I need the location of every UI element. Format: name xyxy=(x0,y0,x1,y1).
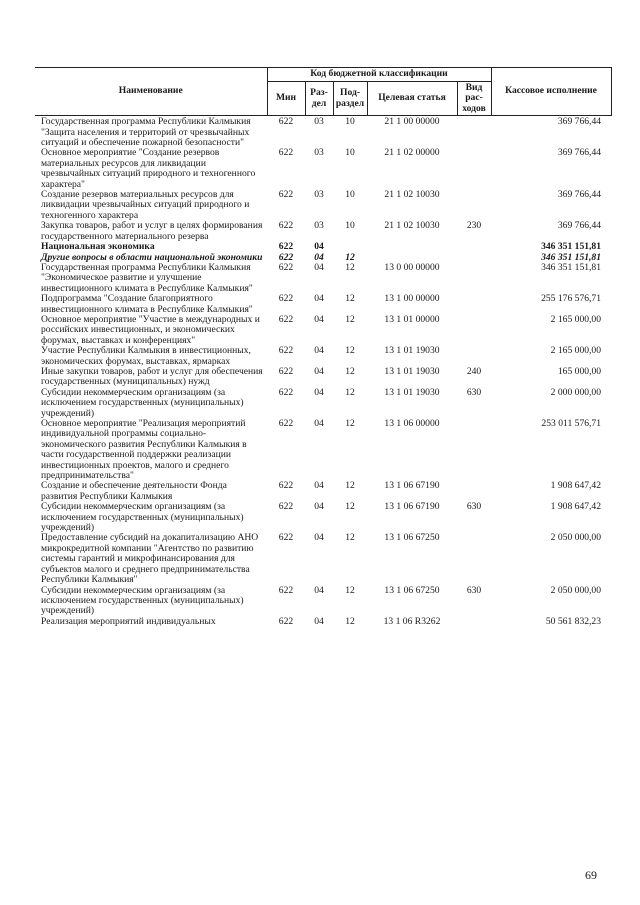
table-row xyxy=(35,148,611,190)
cell-vid xyxy=(457,116,491,149)
cell-razdel: 04 xyxy=(314,313,324,325)
cell-amount: 369 766,44 xyxy=(557,116,602,128)
cell-podrazdel: 12 xyxy=(345,584,355,596)
cell-name: Подпрограмма "Создание благоприятного инвестиционного климата в Республике Калмыкия" xyxy=(41,293,253,315)
header-min: Мин xyxy=(267,82,305,116)
cell-target: 13 0 00 00000 xyxy=(384,261,440,273)
cell-target: 13 1 06 R3262 xyxy=(383,615,441,627)
cell-amount: 253 011 576,71 xyxy=(541,418,602,429)
cell-podrazdel: 12 xyxy=(345,501,355,513)
cell-vid xyxy=(457,419,491,481)
cell-name: Основное мероприятие "Создание резервов материальных ресурсов для ликвидации чрезвычайных ситуаций природного и техногенного характера" xyxy=(41,147,256,190)
cell-vid xyxy=(457,533,491,585)
cell-min: 622 xyxy=(278,532,294,544)
cell-podrazdel: 12 xyxy=(345,615,355,627)
budget-table xyxy=(35,67,612,627)
cell-vid xyxy=(457,190,491,221)
cell-min: 622 xyxy=(278,418,294,429)
cell-min: 622 xyxy=(278,116,294,128)
table-row xyxy=(35,388,611,419)
cell-amount: 2 000 000,00 xyxy=(550,386,602,398)
cell-razdel: 04 xyxy=(314,480,324,492)
cell-name: Создание резервов материальных ресурсов для ликвидации чрезвычайных ситуаций природного и техногенного характера xyxy=(41,189,250,221)
cell-vid: 630 xyxy=(466,584,482,596)
cell-min: 622 xyxy=(278,313,294,325)
cell-podrazdel: 12 xyxy=(345,386,355,398)
cell-target: 13 1 06 67250 xyxy=(384,584,440,596)
cell-target: 21 1 02 10030 xyxy=(384,189,440,201)
cell-min: 622 xyxy=(278,147,294,159)
cell-razdel: 04 xyxy=(314,345,324,357)
cell-podrazdel: 10 xyxy=(345,220,355,232)
header-razdel: Раз-дел xyxy=(305,82,333,116)
header-name: Наименование xyxy=(35,68,267,116)
cell-min: 622 xyxy=(278,189,294,201)
cell-vid xyxy=(457,346,491,367)
cell-razdel: 04 xyxy=(314,386,324,398)
cell-name: Участие Республики Калмыкия в инвестиционных, экономических форумах, выставках, ярмарках xyxy=(41,345,251,367)
table-row xyxy=(35,617,611,627)
cell-target: 13 1 01 19030 xyxy=(384,345,440,357)
cell-name: Основное мероприятие "Участие в международных и российских инвестиционных, и экономических форумах, выставках и конференциях" xyxy=(41,313,260,346)
cell-target: 13 1 01 19030 xyxy=(384,386,440,398)
cell-target: 21 1 00 00000 xyxy=(384,116,440,128)
cell-podrazdel xyxy=(333,242,367,252)
cell-vid xyxy=(457,315,491,346)
cell-amount: 346 351 151,81 xyxy=(541,251,602,263)
cell-name: Основное мероприятие "Реализация мероприятий индивидуальной программы социально-экономического развития Республики Калмыкия в части государственной поддержки реализации инвестиционных проектов, малого и среднего предпринимательства" xyxy=(41,418,247,482)
cell-name: Национальная экономика xyxy=(41,241,155,253)
cell-razdel: 04 xyxy=(314,615,324,627)
cell-vid xyxy=(457,294,491,315)
cell-vid: 630 xyxy=(466,501,482,513)
header-target: Целевая статья xyxy=(367,82,457,116)
cell-name: Закупка товаров, работ и услуг в целях формирования государственного материального резерва xyxy=(41,220,263,242)
page-number: 69 xyxy=(585,868,597,882)
cell-name: Реализация мероприятий индивидуальных xyxy=(41,615,216,627)
cell-target: 13 1 01 19030 xyxy=(384,365,440,377)
header-vid: Вид рас-ходов xyxy=(457,82,491,116)
cell-vid xyxy=(457,617,491,627)
cell-name: Субсидии некоммерческим организациям (за исключением государственных (муниципальных) учреждений) xyxy=(41,386,244,419)
cell-name: Субсидии некоммерческим организациям (за исключением государственных (муниципальных) учреждений) xyxy=(41,584,244,617)
cell-amount: 2 050 000,00 xyxy=(550,532,602,544)
table-row xyxy=(35,116,611,149)
cell-name: Иные закупки товаров, работ и услуг для обеспечения государственных (муниципальных) нужд xyxy=(41,365,263,388)
cell-razdel: 04 xyxy=(314,501,324,513)
cell-podrazdel: 12 xyxy=(345,293,355,305)
cell-name: Создание и обеспечение деятельности Фонда развития Республики Калмыкия xyxy=(41,480,227,502)
cell-vid: 630 xyxy=(466,386,482,398)
cell-razdel: 04 xyxy=(314,293,324,305)
header-podrazdel: Под-раздел xyxy=(333,82,367,116)
cell-podrazdel: 12 xyxy=(345,313,355,325)
cell-min: 622 xyxy=(278,615,294,627)
cell-amount: 2 050 000,00 xyxy=(550,584,602,596)
table-row xyxy=(35,367,611,388)
cell-min: 622 xyxy=(278,241,294,253)
cell-vid xyxy=(457,263,491,294)
cell-min: 622 xyxy=(278,584,294,596)
cell-razdel: 04 xyxy=(314,532,324,544)
table-row xyxy=(35,294,611,315)
cell-target: 13 1 01 00000 xyxy=(384,313,440,325)
table-row xyxy=(35,481,611,502)
cell-min: 622 xyxy=(278,480,294,492)
cell-razdel: 04 xyxy=(314,584,324,596)
table-header xyxy=(35,68,611,116)
cell-name: Предоставление субсидий на докапитализацию АНО микрокредитной компании "Агентство по развитию системы гарантий и микрофинансирования для субъектов малого и среднего предпринимательства Республики Калмыкия" xyxy=(41,532,259,586)
table-row xyxy=(35,586,611,617)
cell-podrazdel: 12 xyxy=(345,532,355,544)
header-classification-group: Код бюджетной классификации xyxy=(267,68,491,82)
cell-podrazdel: 10 xyxy=(345,189,355,201)
cell-podrazdel: 12 xyxy=(345,261,355,273)
cell-vid: 230 xyxy=(466,220,482,232)
cell-name: Государственная программа Республики Калмыкия "Экономическое развитие и улучшение инвестиционного климата в Республике Калмыкия" xyxy=(41,261,253,294)
table-row xyxy=(35,419,611,481)
cell-podrazdel: 12 xyxy=(345,365,355,377)
cell-amount: 2 165 000,00 xyxy=(550,313,602,325)
cell-vid xyxy=(457,148,491,190)
table-row xyxy=(35,533,611,585)
cell-amount: 1 908 647,42 xyxy=(550,480,602,492)
table-row xyxy=(35,190,611,221)
table-row xyxy=(35,242,611,252)
cell-name: Другие вопросы в области национальной экономики xyxy=(41,251,263,263)
cell-amount: 346 351 151,81 xyxy=(541,261,602,273)
cell-razdel: 04 xyxy=(314,365,324,377)
cell-razdel: 04 xyxy=(314,418,324,429)
cell-target: 13 1 06 67190 xyxy=(384,501,440,513)
cell-vid xyxy=(457,253,491,263)
cell-razdel: 03 xyxy=(314,116,324,128)
cell-razdel: 04 xyxy=(314,261,324,273)
cell-target: 21 1 02 10030 xyxy=(384,220,440,232)
cell-amount: 255 176 576,71 xyxy=(541,293,602,305)
cell-target: 21 1 02 00000 xyxy=(384,147,440,159)
cell-amount: 369 766,44 xyxy=(557,220,602,232)
cell-name: Государственная программа Республики Калмыкия "Защита населения и территорий от чрезвычайных ситуаций и обеспечение пожарной безопасности" xyxy=(41,116,251,149)
cell-amount: 369 766,44 xyxy=(557,147,602,159)
cell-target: 13 1 06 00000 xyxy=(384,418,440,429)
cell-podrazdel: 12 xyxy=(345,251,355,263)
cell-podrazdel: 12 xyxy=(345,480,355,492)
cell-amount: 50 561 832,23 xyxy=(545,615,602,627)
cell-podrazdel: 12 xyxy=(345,345,355,357)
cell-target: 13 1 00 00000 xyxy=(384,293,440,305)
cell-podrazdel: 10 xyxy=(345,116,355,128)
table-row xyxy=(35,315,611,346)
cell-razdel: 03 xyxy=(314,189,324,201)
cell-razdel: 03 xyxy=(314,220,324,232)
cell-razdel: 04 xyxy=(314,251,324,263)
cell-min: 622 xyxy=(278,293,294,305)
cell-amount: 369 766,44 xyxy=(557,189,602,201)
cell-name: Субсидии некоммерческим организациям (за исключением государственных (муниципальных) учреждений) xyxy=(41,501,244,534)
cell-min: 622 xyxy=(278,386,294,398)
cell-vid xyxy=(457,481,491,502)
cell-amount: 165 000,00 xyxy=(557,365,602,377)
table-row xyxy=(35,502,611,533)
cell-min: 622 xyxy=(278,251,294,263)
cell-min: 622 xyxy=(278,345,294,357)
header-amount: Кассовое исполнение xyxy=(491,68,611,116)
cell-target xyxy=(367,242,457,252)
cell-podrazdel: 10 xyxy=(345,147,355,159)
cell-vid: 240 xyxy=(466,365,482,377)
cell-min: 622 xyxy=(278,220,294,232)
cell-amount: 2 165 000,00 xyxy=(550,345,602,357)
cell-vid xyxy=(457,242,491,252)
cell-min: 622 xyxy=(278,261,294,273)
cell-amount: 1 908 647,42 xyxy=(550,501,602,513)
cell-min: 622 xyxy=(278,365,294,377)
cell-razdel: 03 xyxy=(314,147,324,159)
table-row xyxy=(35,221,611,242)
table-row xyxy=(35,346,611,367)
cell-amount: 346 351 151,81 xyxy=(541,241,602,253)
cell-target: 13 1 06 67250 xyxy=(384,532,440,544)
table-row xyxy=(35,263,611,294)
cell-razdel: 04 xyxy=(314,241,324,253)
cell-target: 13 1 06 67190 xyxy=(384,480,440,492)
cell-podrazdel: 12 xyxy=(345,418,355,429)
cell-min: 622 xyxy=(278,501,294,513)
table-body xyxy=(35,116,611,627)
